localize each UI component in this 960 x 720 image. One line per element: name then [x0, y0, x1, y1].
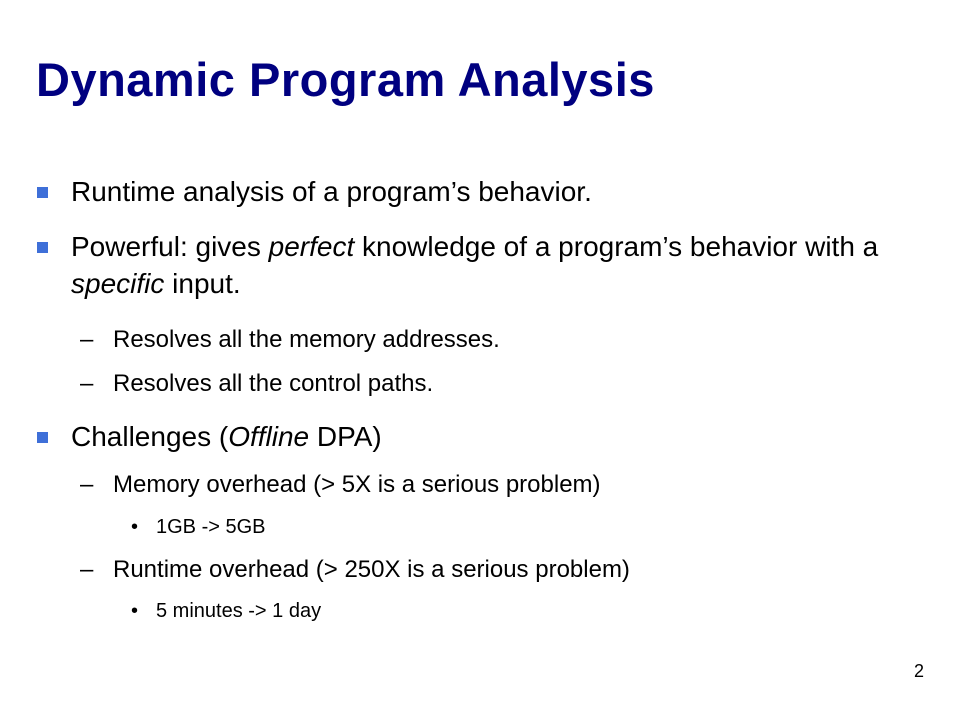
sub-sub-bullet-1gb [131, 515, 266, 539]
square-bullet-icon [37, 242, 48, 253]
page-number: 2 [913, 661, 924, 681]
dash-marker: – [80, 326, 94, 353]
sub-bullet-memory-addresses [80, 326, 500, 354]
bullet-text: Challenges (Offline DPA) [71, 421, 382, 452]
dash-marker: – [80, 556, 94, 583]
dot-marker: • [131, 516, 139, 538]
dot-marker: • [131, 600, 139, 622]
square-bullet-icon [37, 187, 48, 198]
sub-bullet-control-paths [80, 370, 434, 398]
dash-marker: – [80, 471, 94, 498]
sub-bullet-text: Resolves all the control paths. [113, 370, 434, 397]
sub-bullet-text: Runtime overhead (> 250X is a serious problem) [113, 556, 630, 583]
sub-bullet-text: Resolves all the memory addresses. [113, 326, 500, 353]
bullet-text: Powerful: gives perfect knowledge of a program’s behavior with a specific input. [71, 231, 879, 299]
bullet-text: Runtime analysis of a program’s behavior. [71, 176, 592, 207]
emphasis-perfect: perfect [268, 231, 355, 262]
sub-bullet-memory-overhead [80, 471, 601, 499]
dash-marker: – [80, 370, 94, 397]
sub-bullet-text: Memory overhead (> 5X is a serious problem) [113, 471, 601, 498]
sub-sub-bullet-5min [131, 599, 322, 623]
bullet-runtime-analysis [37, 173, 917, 210]
sub-sub-bullet-text: 5 minutes -> 1 day [156, 600, 322, 622]
sub-bullet-runtime-overhead [80, 556, 630, 584]
bullet-powerful [37, 228, 917, 302]
square-bullet-icon [37, 432, 48, 443]
bullet-challenges [37, 418, 917, 455]
slide-title: Dynamic Program Analysis [36, 53, 655, 106]
emphasis-offline: Offline [228, 421, 310, 452]
sub-sub-bullet-text: 1GB -> 5GB [156, 516, 266, 538]
emphasis-specific: specific [71, 268, 165, 299]
